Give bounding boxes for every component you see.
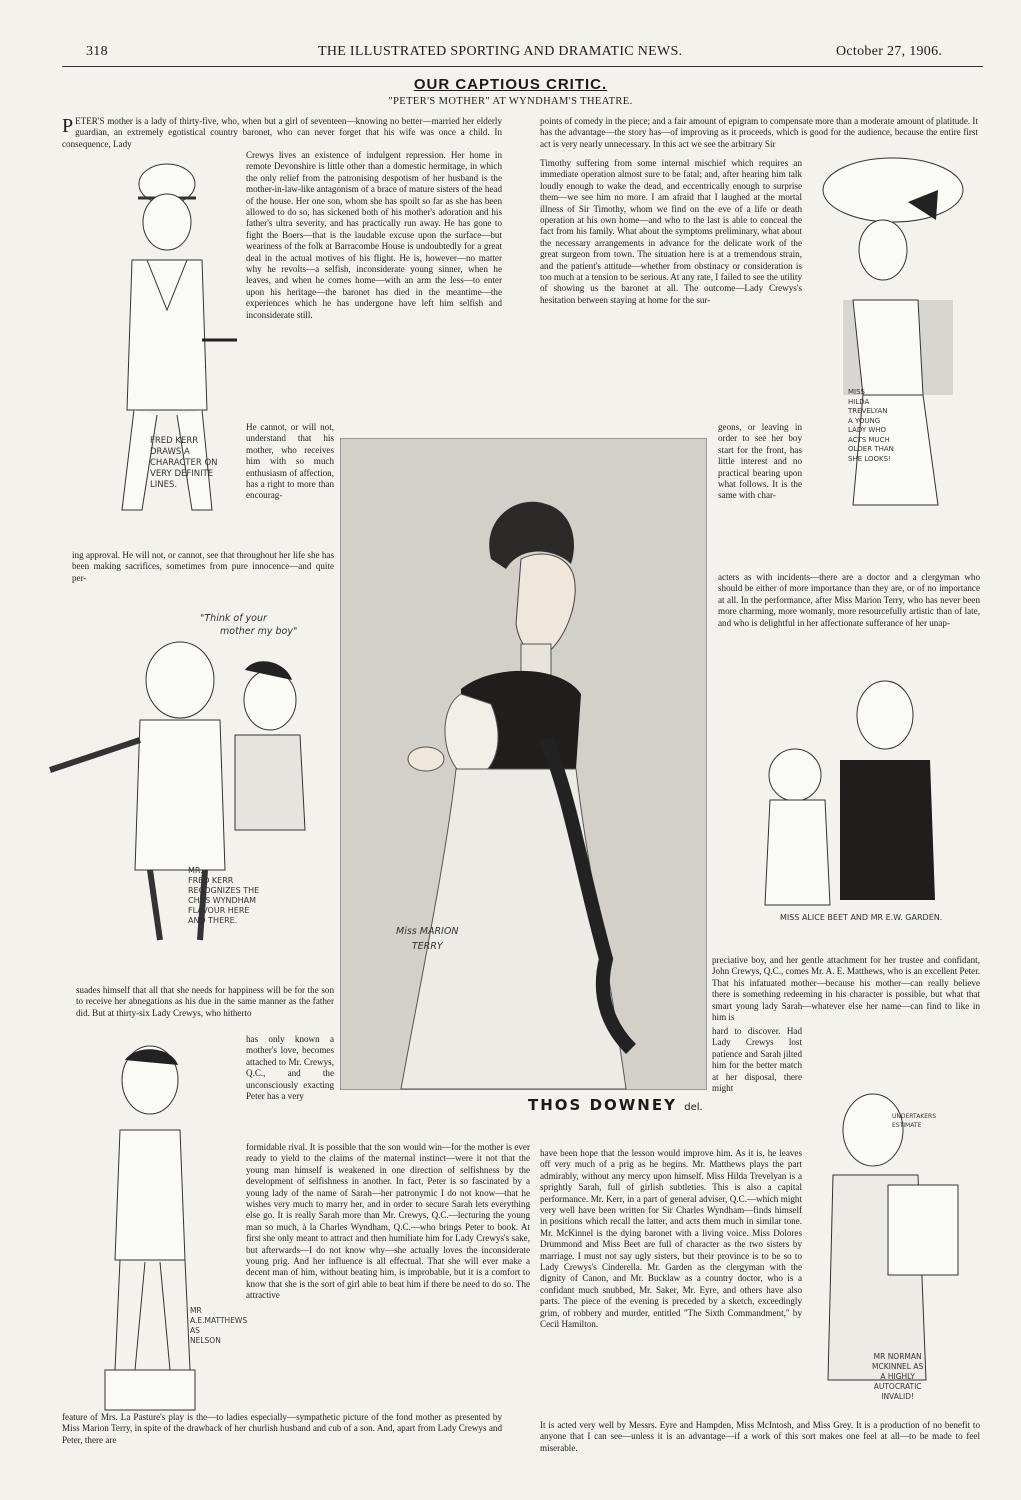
matthews-caption: MR A.E.MATTHEWS AS NELSON: [190, 1306, 248, 1345]
text-col1-a: Crewys lives an existence of indulgent repression. Her home in remote Devonshire is little other than a domestic hermitage, in which the only relief from the patronising despotism of her husband is the mother-in-law-like antagonism of a brace of mature sisters of the head of the house. Her one son, whom she has spoilt so far as she has been allowed to do so, has sickened both of his mother's adoration and his father's ultra severity, and has practically run away. He has gone to fight the Boers—that is the laudable excuse upon the surface—but weariness of the folk at Barracombe House is undoubtedly for a great deal in the actual motives of his flight. He is, however—no matter why he revolts—a selfish, inconsiderate young sinner, when he leaves, and when he comes home—with an arm the less—to enter upon his heritage—the baronet has died in the meantime—the experiences which he has undergone have left him selfish and inconsiderate still.: [246, 150, 502, 320]
text-col2-c: geons, or leaving in order to see her boy start for the front, has little interest and no practical bearing upon what follows. It is the same with char-: [718, 422, 802, 501]
text-col2-e: preciative boy, and her gentle attachment for her trustee and confidant, John Crewys, Q.C., comes Mr. A. E. Matthews, who is an excellent Peter. That his infatuated mother—because his mother—can really believe there is something redeeming in his character is possible, but what that smart young lady Sarah—whatever else her name—can find to like in him is: [712, 955, 980, 1023]
marion-terry-illustration: [341, 439, 706, 1089]
speech-caption: "Think of your mother my boy": [200, 613, 298, 637]
fred-kerr-caption: FRED KERR DRAWS A CHARACTER ON VERY DEFINITE LINES.: [150, 436, 218, 490]
text-col2-b: Timothy suffering from some internal mischief which requires an immediate operation almost sure to be fatal; and, after hearing him talk loudly enough to wake the dead, and eccentrically enough to surprise them—we see him no more. I am afraid that I laughed at the mortal illness of Sir Timothy, whom we find on the eve of a life or death operation at his own home—and who to the last is able to conceal the fact from his family. What about the symptoms preliminary, what about the necessary arrangements in advance for the delicate work of the great surgeon from town. The situation here is at a tremendous strain, and the patient's attitude—whether from obstinacy or consideration is too much at a tension to be serious. At any rate, I failed to see the utility of showing us the baronet at all. The outcome—Lady Crewys's hesitation between staying at home for the sur-: [540, 158, 802, 305]
marion-terry-caption: Miss MARION TERRY: [396, 926, 459, 952]
issue-date: October 27, 1906.: [836, 44, 943, 59]
text-col1-f: formidable rival. It is possible that the son would win—for the mother is ever ready to yield to the claims of the maternal instinct—were it not that the young man himself is weakened in one direction of selfishness by the development of selfishness in another. In fact, Peter is so fascinated by a young lady of the name of Sarah—her patronymic I do not know—that he wishes very much to marry her, and in order to secure Sarah lets everything else go. It is really Sarah more than Mr. Crewys, Q.C.—lecturing the young man so much, à la Charles Wyndham, Q.C.—who brings Peter to book. At first she only meant to attract and then humiliate him for Lady Crewys's sake, but afterwards—I do not know why—she actually loves the inconsiderate young prig. And her influence is all effectual. That she will ever make a decent man of him, without beating him, is improbable, but it is a comfort to know that she is the sort of girl able to beat him if there be need to do so. The attractive: [246, 1142, 530, 1301]
article-subtitle: "PETER'S MOTHER" AT WYNDHAM'S THEATRE.: [388, 96, 633, 107]
text-col2-h: It is acted very well by Messrs. Eyre and Hampden, Miss McIntosh, and Miss Grey. It is a production of no benefit to anyone that I can see—unless it is an advantage—if a work of this sort makes one feel at all—to be made to feel miserable.: [540, 1420, 980, 1453]
text-col1-intro: PETER'S mother is a lady of thirty-five, who, when but a girl of seventeen—knowing no better—married her elderly guardian, an extremely egotistical country baronet, who can never forget that his wife was once a child. In consequence, Lady: [62, 116, 502, 149]
beet-and-garden-sketch: [740, 660, 950, 920]
text-col2-a: points of comedy in the piece; and a fair amount of epigram to compensate more than a moderate amount of platitude. It has the advantage—the story has—of improving as it proceeds, which is good for the audience, because the entire first act is very nearly unnecessary. In this act we see the arbitrary Sir: [540, 116, 978, 149]
publication-title: THE ILLUSTRATED SPORTING AND DRAMATIC NEWS.: [318, 44, 683, 59]
beet-garden-caption: MISS ALICE BEET AND MR E.W. GARDEN.: [780, 913, 943, 922]
undertakers-paper-text: UNDERTAKERS ESTIMATE: [892, 1113, 937, 1129]
kerr-and-matthews-sketch: [40, 640, 320, 950]
text-col1-b: He cannot, or will not, understand that his mother, who receives him with so much enthusiasm of affection, has a right to more than encourag-: [246, 422, 334, 501]
mckinnel-caption: MR NORMAN MCKINNEL AS A HIGHLY AUTOCRATIC INVALID!: [872, 1352, 924, 1401]
text-col1-g: feature of Mrs. La Pasture's play is the—to ladies especially—sympathetic picture of the fond mother as presented by Miss Marion Terry, in spite of the drawback of her churlish husband and cub of a son. And, apart from Lady Crewys and Peter, there are: [62, 1412, 502, 1445]
text-col1-c: ing approval. He will not, or cannot, see that throughout her life she has been making sacrifices, sometimes from pure innocence—and quite per-: [72, 550, 334, 583]
text-col2-d: acters as with incidents—there are a doctor and a clergyman who should be either of more importance than they are, or of no importance at all. In the performance, after Miss Marion Terry, who has never been more charming, more womanly, more resourcefully artistic than of late, and who is delightful in her affectionate sufferance of her unap-: [718, 572, 980, 628]
page-number: 318: [86, 44, 108, 59]
matthews-nelson-sketch: [60, 1040, 240, 1425]
kerr-wyndham-caption: MR. FRED KERR RECOGNIZES THE CHAS WYNDHAM FLAVOUR HERE AND THERE.: [188, 866, 260, 925]
text-col1-d: suades himself that all that she needs for happiness will be for the son to receive her abnegations as his due in the same manner as the father did. But at thirty-six Lady Crewys, who hitherto: [76, 985, 334, 1018]
text-col1-e: has only known a mother's love, becomes attached to Mr. Crewys, Q.C., and the unconsciously exacting Peter has a very: [246, 1034, 334, 1102]
header-rule: [62, 66, 983, 67]
hilda-trevelyan-caption: MISS HILDA TREVELYAN A YOUNG LADY WHO ACTS MUCH OLDER THAN SHE LOOKS!: [848, 388, 894, 463]
hilda-trevelyan-sketch: [808, 140, 983, 510]
article-title: OUR CAPTIOUS CRITIC.: [413, 76, 608, 93]
artist-signature: THOS DOWNEY del.: [528, 1096, 703, 1114]
text-col2-g: have been hope that the lesson would improve him. As it is, he leaves off very much of a prig as he begins. Mr. Matthews plays the part admirably, without any mercy upon himself. Miss Hilda Trevelyan is a sprightly Sarah, full of girlish subtleties. This is also a capital performance. Mr. Kerr, in a part of general adviser, Q.C.—which might very well have been written for Sir Charles Wyndham—finds himself in positions which recall the latter, and acts them much in similar tone. Mr. McKinnel is the dying baronet with a living voice. Miss Dolores Drummond and Miss Beet are full of character as the two sisters by marriage. I must not say ugly sisters, but their province is to be so to Lady Crewys's Cinderella. Mr. Garden as the clergyman with the dignity of Canon, and Mr. Bucklaw as a country doctor, who is a confidant much snubbed, Mr. Saker, Mr. Eyre, and others have also parts. The piece of the evening is preceded by a sketch, exceedingly grim, of robbery and murder, entitled "The Sixth Commandment," by Cecil Hamilton.: [540, 1148, 802, 1330]
marion-terry-plate: [340, 438, 707, 1090]
text-col2-f: hard to discover. Had Lady Crewys lost patience and Sarah jilted him for the better match at her disposal, there might: [712, 1026, 802, 1094]
